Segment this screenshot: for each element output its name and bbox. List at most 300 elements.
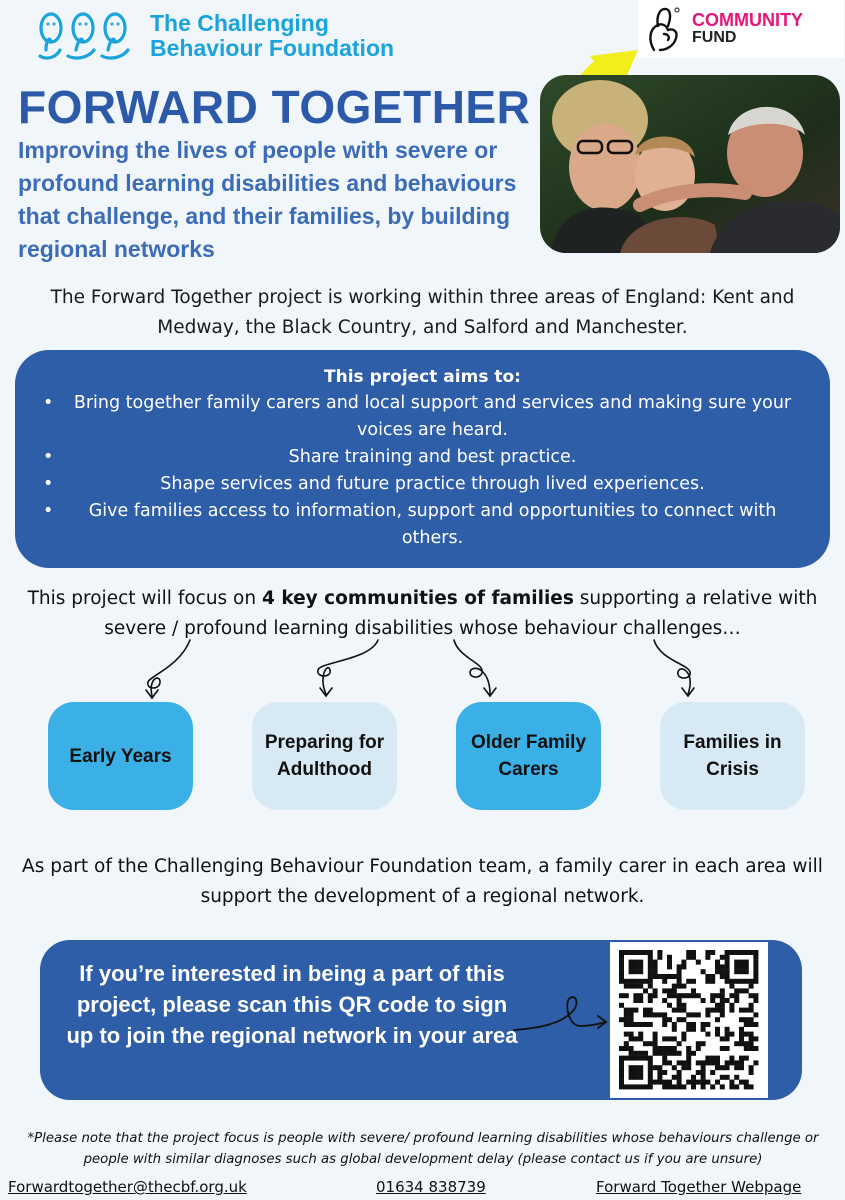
qr-module (734, 998, 739, 1003)
qr-module (662, 1070, 667, 1075)
qr-module (734, 979, 739, 984)
qr-module (715, 1060, 720, 1065)
qr-module (710, 950, 715, 955)
aims-heading: This project aims to: (324, 367, 521, 387)
qr-module (739, 1080, 744, 1085)
qr-module (691, 979, 696, 984)
qr-module (648, 950, 653, 955)
qr-module (701, 1022, 706, 1027)
qr-module (734, 960, 739, 965)
qr-module (696, 1060, 701, 1065)
qr-module (739, 988, 744, 993)
qr-module (710, 979, 715, 984)
qr-module (681, 984, 686, 989)
qr-module (653, 1051, 658, 1056)
qr-module (739, 1027, 744, 1032)
qr-module (749, 950, 754, 955)
qr-module (686, 1080, 691, 1085)
qr-module (720, 969, 725, 974)
qr-module (729, 984, 734, 989)
qr-module (696, 993, 701, 998)
qr-module (677, 1080, 682, 1085)
qr-module (677, 1070, 682, 1075)
qr-module (749, 1036, 754, 1041)
qr-module (725, 960, 730, 965)
qr-module (753, 1046, 758, 1051)
curly-arrows (0, 636, 845, 708)
qr-module (739, 1060, 744, 1065)
qr-module (686, 950, 691, 955)
qr-module (653, 1080, 658, 1085)
qr-module (725, 969, 730, 974)
qr-module (638, 964, 643, 969)
qr-module (667, 988, 672, 993)
qr-module (629, 1065, 634, 1070)
qr-module (691, 988, 696, 993)
qr-module (705, 1012, 710, 1017)
qr-module (749, 979, 754, 984)
qr-module (720, 1075, 725, 1080)
qr-module (633, 984, 638, 989)
qr-module (729, 1060, 734, 1065)
qr-module (705, 979, 710, 984)
qr-module (739, 1032, 744, 1037)
qr-module (624, 950, 629, 955)
focus-text-bold: 4 key communities of families (262, 588, 574, 609)
qr-module (686, 1065, 691, 1070)
qr-module (681, 1065, 686, 1070)
qr-module (638, 1065, 643, 1070)
qr-module (725, 964, 730, 969)
community-preparing-for-adulthood: Preparing for Adulthood (252, 702, 397, 810)
aims-item-text: Give families access to information, support and opportunities to connect with others. (88, 501, 777, 548)
qr-module (686, 955, 691, 960)
qr-module (681, 964, 686, 969)
qr-module (629, 1051, 634, 1056)
qr-module (739, 969, 744, 974)
qr-module (653, 974, 658, 979)
qr-module (729, 1056, 734, 1061)
qr-module (633, 1084, 638, 1089)
qr-module (705, 1056, 710, 1061)
qr-module (705, 1008, 710, 1013)
qr-module (686, 979, 691, 984)
qr-module (633, 960, 638, 965)
qr-module (624, 1084, 629, 1089)
qr-module (701, 1084, 706, 1089)
qr-module (720, 964, 725, 969)
qr-module (662, 1051, 667, 1056)
qr-module (648, 1012, 653, 1017)
qr-module (667, 1080, 672, 1085)
qr-module (710, 993, 715, 998)
qr-module (744, 1056, 749, 1061)
qr-module (672, 988, 677, 993)
qr-module (749, 1032, 754, 1037)
aims-box (15, 350, 830, 568)
qr-module (691, 1075, 696, 1080)
qr-module (749, 1003, 754, 1008)
qr-module (672, 1036, 677, 1041)
qr-module (657, 1051, 662, 1056)
qr-module (720, 1084, 725, 1089)
qr-module (629, 964, 634, 969)
aims-item-text: Shape services and future practice through lived experiences. (160, 474, 705, 494)
qr-module (710, 974, 715, 979)
qr-module (638, 1075, 643, 1080)
qr-module (633, 1036, 638, 1041)
qr-module (643, 988, 648, 993)
qr-module (720, 1046, 725, 1051)
qr-module (744, 1017, 749, 1022)
qr-module (734, 950, 739, 955)
qr-module (681, 1032, 686, 1037)
qr-module (657, 1012, 662, 1017)
qr-module (629, 1056, 634, 1061)
qr-module (729, 1084, 734, 1089)
qr-module (648, 960, 653, 965)
qr-module (696, 1012, 701, 1017)
qr-module (672, 984, 677, 989)
qr-module (633, 979, 638, 984)
qr-module (739, 950, 744, 955)
qr-module (662, 1060, 667, 1065)
qr-module (681, 1036, 686, 1041)
qr-module (633, 950, 638, 955)
qr-module (691, 1022, 696, 1027)
qr-module (662, 1017, 667, 1022)
qr-module (696, 960, 701, 965)
qr-module (662, 1056, 667, 1061)
qr-module (725, 974, 730, 979)
qr-module (624, 993, 629, 998)
qr-module (725, 998, 730, 1003)
qr-module (657, 1080, 662, 1085)
phone-link[interactable]: 01634 838739 (376, 1178, 486, 1196)
intro-text: The Forward Together project is working within three areas of England: Kent and Medway, the Black Country, and Salford and Manchester. (50, 287, 795, 338)
qr-module (662, 1022, 667, 1027)
qr-module (691, 1051, 696, 1056)
qr-module (753, 950, 758, 955)
qr-module (749, 1070, 754, 1075)
qr-module (739, 1008, 744, 1013)
qr-module (629, 1022, 634, 1027)
qr-module (667, 1060, 672, 1065)
qr-module (619, 950, 624, 955)
qr-module (657, 950, 662, 955)
qr-module (701, 1080, 706, 1085)
qr-module (729, 1008, 734, 1013)
qr-module (691, 950, 696, 955)
qr-module (705, 955, 710, 960)
qr-module (619, 974, 624, 979)
qr-module (705, 974, 710, 979)
qr-module (710, 998, 715, 1003)
curly-arrow-icon (318, 640, 378, 694)
qr-module (734, 1084, 739, 1089)
qr-module (662, 1036, 667, 1041)
qr-module (672, 1065, 677, 1070)
qr-module (653, 993, 658, 998)
org-name (150, 11, 394, 61)
qr-module (638, 979, 643, 984)
qr-module (720, 974, 725, 979)
qr-module (677, 1017, 682, 1022)
qr-module (753, 979, 758, 984)
qr-module (653, 964, 658, 969)
qr-module (686, 1027, 691, 1032)
qr-module (715, 993, 720, 998)
qr-module (677, 969, 682, 974)
qr-module (720, 993, 725, 998)
qr-module (744, 1041, 749, 1046)
qr-module (744, 1022, 749, 1027)
qr-module (686, 1051, 691, 1056)
qr-module (667, 974, 672, 979)
qr-module (638, 984, 643, 989)
qr-module (686, 1056, 691, 1061)
qr-module (629, 1070, 634, 1075)
qr-module (667, 960, 672, 965)
qr-module (749, 1041, 754, 1046)
qr-module (715, 960, 720, 965)
focus-text-before: This project will focus on (27, 588, 262, 609)
qr-module (705, 950, 710, 955)
qr-module (619, 993, 624, 998)
qr-module (653, 960, 658, 965)
aims-item-text: Share training and best practice. (288, 447, 577, 467)
qr-module (672, 974, 677, 979)
qr-module (619, 960, 624, 965)
qr-module (715, 1032, 720, 1037)
cta-text: If you’re interested in being a part of this project, please scan this QR code to sign up to join the regional network in your area (66, 961, 518, 1048)
qr-module (653, 988, 658, 993)
qr-module (715, 1027, 720, 1032)
qr-module (672, 993, 677, 998)
qr-module (648, 964, 653, 969)
qr-module (629, 1036, 634, 1041)
curly-arrow-icon (148, 640, 190, 696)
qr-module (739, 960, 744, 965)
qr-module (753, 1036, 758, 1041)
qr-module (672, 1051, 677, 1056)
qr-module (696, 1080, 701, 1085)
qr-module (633, 1008, 638, 1013)
qr-module (638, 1056, 643, 1061)
qr-module (739, 1036, 744, 1041)
qr-module (734, 1075, 739, 1080)
qr-module (753, 1022, 758, 1027)
qr-module (638, 1084, 643, 1089)
qr-module (648, 993, 653, 998)
qr-module (739, 964, 744, 969)
qr-module (619, 1065, 624, 1070)
qr-module (753, 955, 758, 960)
webpage-link[interactable]: Forward Together Webpage (596, 1178, 802, 1196)
crossed-fingers-logo-icon (644, 4, 684, 54)
qr-module (705, 1060, 710, 1065)
qr-module (643, 1056, 648, 1061)
qr-module (648, 974, 653, 979)
qr-module (696, 1070, 701, 1075)
qr-module (725, 979, 730, 984)
qr-module (720, 1036, 725, 1041)
qr-module (681, 960, 686, 965)
qr-module (643, 950, 648, 955)
org-name-line1: The Challenging (150, 10, 329, 36)
qr-module (653, 1041, 658, 1046)
qr-module (643, 1084, 648, 1089)
qr-module (643, 1008, 648, 1013)
qr-module (629, 950, 634, 955)
qr-module (638, 1032, 643, 1037)
qr-module (624, 1022, 629, 1027)
qr-module (643, 1051, 648, 1056)
qr-module (677, 1003, 682, 1008)
qr-module (739, 979, 744, 984)
qr-module (725, 950, 730, 955)
qr-module (729, 993, 734, 998)
qr-module (696, 1046, 701, 1051)
qr-module (638, 950, 643, 955)
qr-module (619, 1084, 624, 1089)
qr-module (619, 979, 624, 984)
qr-module (672, 1008, 677, 1013)
qr-module (657, 1075, 662, 1080)
qr-module (753, 969, 758, 974)
qr-module (629, 1012, 634, 1017)
qr-module (677, 1051, 682, 1056)
qr-module (749, 1022, 754, 1027)
qr-module (710, 1084, 715, 1089)
qr-module (715, 1065, 720, 1070)
qr-module (744, 988, 749, 993)
qr-module (710, 1056, 715, 1061)
qr-module (653, 1036, 658, 1041)
qr-module (619, 1003, 624, 1008)
qr-module (624, 1046, 629, 1051)
qr-module (720, 998, 725, 1003)
qr-module (619, 1017, 624, 1022)
qr-module (657, 955, 662, 960)
qr-module (677, 964, 682, 969)
qr-module (715, 1008, 720, 1013)
qr-module (648, 1041, 653, 1046)
qr-module (653, 1032, 658, 1037)
qr-module (705, 1022, 710, 1027)
bullet-icon: • (43, 474, 54, 494)
qr-module (686, 993, 691, 998)
email-link[interactable]: Forwardtogether@thecbf.org.uk (8, 1178, 247, 1196)
qr-module (624, 1056, 629, 1061)
qr-module (739, 1017, 744, 1022)
qr-module (672, 1075, 677, 1080)
qr-module (725, 1032, 730, 1037)
qr-module (619, 1070, 624, 1075)
qr-module (662, 979, 667, 984)
qr-module (734, 969, 739, 974)
qr-module (749, 984, 754, 989)
qr-module (624, 1012, 629, 1017)
qr-module (744, 1032, 749, 1037)
qr-module (653, 1046, 658, 1051)
qr-module (739, 1041, 744, 1046)
curly-arrow-icon (454, 640, 490, 694)
qr-module (691, 1012, 696, 1017)
qr-module (734, 1041, 739, 1046)
qr-module (734, 964, 739, 969)
qr-module (667, 1003, 672, 1008)
community-families-in-crisis: Families in Crisis (660, 702, 805, 810)
qr-module (629, 1032, 634, 1037)
qr-module (744, 950, 749, 955)
qr-module (701, 1041, 706, 1046)
qr-module (744, 969, 749, 974)
qr-module (753, 1060, 758, 1065)
qr-module (648, 1084, 653, 1089)
qr-module (619, 969, 624, 974)
qr-module (624, 979, 629, 984)
qr-module (624, 1017, 629, 1022)
qr-module (677, 993, 682, 998)
qr-module (662, 974, 667, 979)
qr-module (648, 955, 653, 960)
qr-module (749, 1017, 754, 1022)
qr-module (619, 1075, 624, 1080)
qr-module (638, 960, 643, 965)
qr-module (681, 1003, 686, 1008)
qr-module (681, 1084, 686, 1089)
qr-module (677, 1041, 682, 1046)
qr-module (633, 1075, 638, 1080)
qr-module (710, 1070, 715, 1075)
qr-module (667, 1036, 672, 1041)
qr-module (701, 969, 706, 974)
community-early-years: Early Years (48, 702, 193, 810)
qr-module (667, 1084, 672, 1089)
qr-module (677, 974, 682, 979)
qr-module (734, 1060, 739, 1065)
qr-module (701, 1070, 706, 1075)
qr-module (744, 1080, 749, 1085)
signup-qr-code[interactable] (610, 942, 768, 1098)
qr-module (691, 1084, 696, 1089)
qr-module (619, 1046, 624, 1051)
qr-module (638, 969, 643, 974)
qr-module (672, 1084, 677, 1089)
qr-module (633, 964, 638, 969)
qr-module (725, 1065, 730, 1070)
qr-module (672, 1027, 677, 1032)
aims-list (35, 390, 810, 552)
qr-module (638, 993, 643, 998)
qr-module (619, 1056, 624, 1061)
funder-name-line1: COMMUNITY (692, 10, 803, 30)
qr-module (638, 1070, 643, 1075)
qr-module (725, 1060, 730, 1065)
qr-module (705, 1032, 710, 1037)
qr-module (744, 1008, 749, 1013)
qr-module (633, 1065, 638, 1070)
qr-module (744, 1046, 749, 1051)
qr-module (744, 960, 749, 965)
qr-module (681, 1017, 686, 1022)
focus-text (10, 584, 835, 644)
qr-module (681, 1008, 686, 1013)
qr-module (715, 1056, 720, 1061)
qr-module (720, 1065, 725, 1070)
qr-module (715, 1017, 720, 1022)
